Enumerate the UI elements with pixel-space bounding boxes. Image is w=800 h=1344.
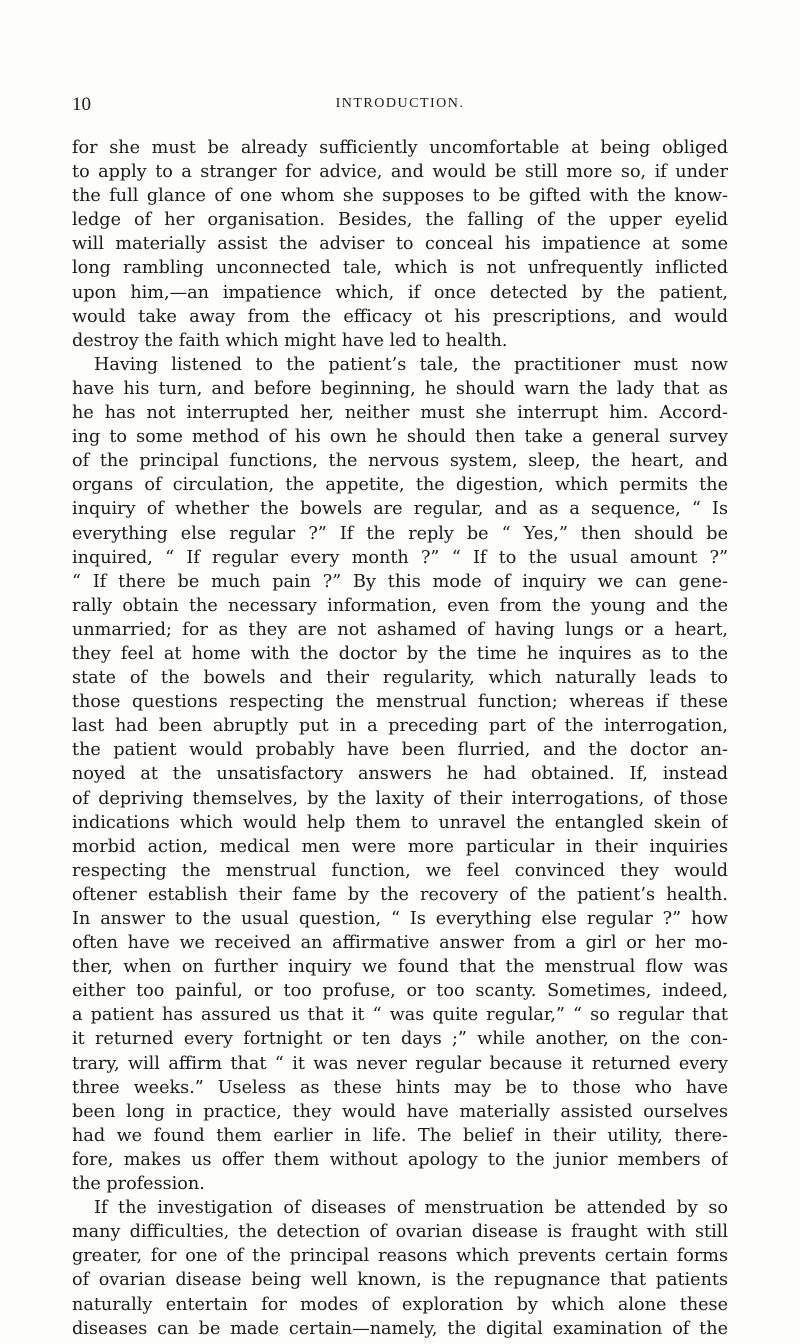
text-line: In answer to the usual question, “ Is everything else regular ?” how [72,909,728,929]
text-line: destroy the faith which might have led to health. [72,330,508,351]
text-line: it returned every fortnight or ten days ;” while another, on the con- [72,1029,728,1050]
text-line: often have we received an affirmative answer from a girl or her mo- [72,933,728,954]
text-line: either too painful, or too profuse, or too scanty. Sometimes, indeed, [72,981,728,1002]
text-line: been long in practice, they would have materially assisted ourselves [72,1101,728,1122]
text-line: three weeks.” Useless as these hints may be to those who have [72,1077,728,1098]
text-line: inquired, “ If regular every month ?” “ If to the usual amount ?” [72,547,728,568]
text-line: of the principal functions, the nervous system, sleep, the heart, and [72,451,728,472]
text-line: rally obtain the necessary information, even from the young and the [72,595,728,616]
text-line: have his turn, and before beginning, he should warn the lady that as [72,378,728,399]
text-line: for she must be already sufficiently uncomfortable at being obliged [72,138,728,158]
text-line: diseases can be made certain—namely, the digital examination of the [72,1318,728,1339]
text-line: If the investigation of diseases of menstruation be attended by so [94,1198,728,1219]
text-line: last had been abruptly put in a preceding part of the interrogation, [72,716,728,737]
text-line: he has not interrupted her, neither must she interrupt him. Accord- [72,403,728,424]
text-line: they feel at home with the doctor by the time he inquires as to the [72,643,728,664]
page-number: 10 [72,94,91,115]
text-line: those questions respecting the menstrual function; whereas if these [72,692,728,713]
text-line: state of the bowels and their regularity, which naturally leads to [72,668,728,689]
running-head [72,94,728,116]
text-line: noyed at the unsatisfactory answers he had obtained. If, instead [72,764,728,785]
text-line: ther, when on further inquiry we found that the menstrual flow was [72,957,728,978]
text-line: organs of circulation, the appetite, the digestion, which permits the [72,475,728,496]
text-line: of ovarian disease being well known, is the repugnance that patients [72,1270,728,1291]
text-line: “ If there be much pain ?” By this mode of inquiry we can gene- [72,571,728,592]
text-line: will materially assist the adviser to conceal his impatience at some [72,234,728,255]
text-line: many difficulties, the detection of ovarian disease is fraught with still [72,1222,728,1243]
text-line: respecting the menstrual function, we feel convinced they would [72,860,728,881]
text-line: upon him,—an impatience which, if once detected by the patient, [72,282,728,303]
text-line: long rambling unconnected tale, which is not unfrequently inflicted [72,258,728,279]
text-line: unmarried; for as they are not ashamed of having lungs or a heart, [72,619,728,640]
text-line: of depriving themselves, by the laxity of their interrogations, of those [72,788,728,809]
text-line: the full glance of one whom she supposes to be gifted with the know- [72,186,728,207]
text-line: indications which would help them to unravel the entangled skein of [72,812,728,833]
running-title: INTRODUCTION. [335,96,465,111]
body-text [72,136,728,1341]
text-line: had we found them earlier in life. The belief in their utility, there- [72,1125,728,1146]
text-line: trary, will affirm that “ it was never regular because it returned every [72,1053,728,1074]
text-line: ledge of her organisation. Besides, the falling of the upper eyelid [72,210,728,231]
text-line: the patient would probably have been flurried, and the doctor an- [72,740,728,761]
text-line: oftener establish their fame by the recovery of the patient’s health. [72,884,728,905]
text-line: morbid action, medical men were more particular in their inquiries [72,836,728,857]
text-line: a patient has assured us that it “ was quite regular,” “ so regular that [72,1005,728,1026]
text-line: ing to some method of his own he should then take a general survey [72,427,728,448]
text-line: greater, for one of the principal reasons which prevents certain forms [72,1246,728,1267]
text-line: everything else regular ?” If the reply be “ Yes,” then should be [72,523,728,544]
text-line: Having listened to the patient’s tale, the practitioner must now [94,354,728,375]
text-line: would take away from the efficacy ot his prescriptions, and would [72,306,728,327]
text-line: naturally entertain for modes of exploration by which alone these [72,1294,728,1315]
text-line: inquiry of whether the bowels are regular, and as a sequence, “ Is [72,499,728,520]
text-line: fore, makes us offer them without apology to the junior members of [72,1149,728,1170]
text-line: the profession. [72,1174,205,1195]
text-line: to apply to a stranger for advice, and would be still more so, if under [72,162,728,183]
